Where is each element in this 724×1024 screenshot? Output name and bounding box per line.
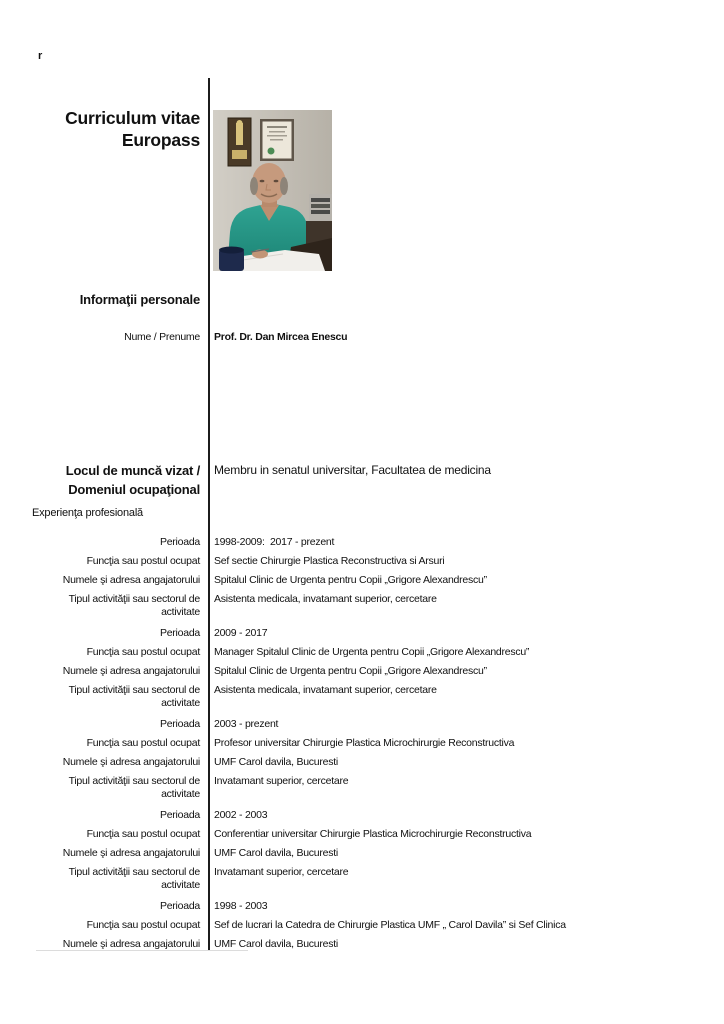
field-row-activity: [0, 772, 724, 804]
field-label: Funcţia sau postul ocupat: [86, 646, 200, 658]
field-label: Numele şi adresa angajatorului: [62, 665, 200, 677]
field-label: Funcţia sau postul ocupat: [86, 919, 200, 931]
field-row-period: [0, 806, 724, 825]
name-row: [0, 331, 724, 344]
field-label: Numele şi adresa angajatorului: [62, 574, 200, 586]
field-row-employer: [0, 571, 724, 590]
field-value: Invatamant superior, cercetare: [214, 866, 349, 878]
field-value: Profesor universitar Chirurgie Plastica Microchirurgie Reconstructiva: [214, 737, 515, 749]
field-value: Asistenta medicala, invatamant superior, cercetare: [214, 684, 437, 696]
portrait-photo: [213, 110, 332, 271]
field-row-employer: [0, 662, 724, 681]
field-value: 2003 - prezent: [214, 718, 279, 730]
field-row-employer: [0, 753, 724, 772]
field-label: Funcţia sau postul ocupat: [86, 737, 200, 749]
field-row-position: [0, 734, 724, 753]
field-value: Spitalul Clinic de Urgenta pentru Copii „Grigore Alexandrescu”: [214, 665, 487, 677]
experience-entry: [0, 533, 724, 622]
field-value: Manager Spitalul Clinic de Urgenta pentru Copii „Grigore Alexandrescu”: [214, 646, 530, 658]
field-label: Tipul activităţii sau sectorul de activitate: [68, 684, 200, 709]
field-label: Perioada: [159, 627, 200, 639]
scan-artifact-line: [36, 950, 248, 951]
field-row-period: [0, 624, 724, 643]
field-value: Membru in senatul universitar, Facultatea de medicina: [214, 463, 491, 477]
field-label: Perioada: [159, 809, 200, 821]
field-row-period: [0, 533, 724, 552]
field-row-position: [0, 916, 724, 935]
field-label: Numele şi adresa angajatorului: [62, 756, 200, 768]
field-label: Perioada: [159, 536, 200, 548]
field-row-period: [0, 715, 724, 734]
field-value: UMF Carol davila, Bucuresti: [214, 938, 338, 950]
field-row-position: [0, 552, 724, 571]
field-row-activity: [0, 681, 724, 713]
experience-entry: [0, 897, 724, 954]
field-value: Sef de lucrari la Catedra de Chirurgie Plastica UMF „ Carol Davila” si Sef Clinica: [214, 919, 566, 931]
experience-entry: [0, 624, 724, 713]
field-label: Tipul activităţii sau sectorul de activitate: [68, 775, 200, 800]
field-label: Nume / Prenume: [124, 331, 200, 343]
field-row-employer: [0, 844, 724, 863]
field-value: Conferentiar universitar Chirurgie Plastica Microchirurgie Reconstructiva: [214, 828, 532, 840]
field-row-position: [0, 825, 724, 844]
job-target-row: [0, 461, 724, 499]
document-title-line1: Curriculum vitae: [65, 108, 200, 128]
field-row-activity: [0, 863, 724, 895]
section-heading-experience: Experienţa profesională: [32, 507, 143, 519]
field-value: 1998-2009: 2017 - prezent: [214, 536, 335, 548]
portrait-photo-illustration: [213, 110, 332, 271]
field-label: Funcţia sau postul ocupat: [86, 828, 200, 840]
field-value: UMF Carol davila, Bucuresti: [214, 756, 338, 768]
field-label: Perioada: [159, 900, 200, 912]
field-value: Invatamant superior, cercetare: [214, 775, 349, 787]
field-label: Numele şi adresa angajatorului: [62, 847, 200, 859]
field-label: Tipul activităţii sau sectorul de activitate: [68, 866, 200, 891]
field-value: Asistenta medicala, invatamant superior, cercetare: [214, 593, 437, 605]
field-label: Tipul activităţii sau sectorul de activitate: [68, 593, 200, 618]
field-value: 2002 - 2003: [214, 809, 268, 821]
field-value: Prof. Dr. Dan Mircea Enescu: [214, 331, 348, 343]
section-heading-personal-info: Informaţii personale: [79, 292, 200, 307]
field-value: Spitalul Clinic de Urgenta pentru Copii „Grigore Alexandrescu”: [214, 574, 487, 586]
field-row-position: [0, 643, 724, 662]
field-label: Funcţia sau postul ocupat: [86, 555, 200, 567]
experience-entries: [0, 533, 724, 954]
section-heading-job-target: Locul de muncă vizat / Domeniul ocupaţional: [65, 463, 200, 497]
field-value: 1998 - 2003: [214, 900, 268, 912]
experience-entry: [0, 806, 724, 895]
document-title: [0, 107, 200, 151]
field-row-employer: [0, 935, 724, 954]
document-title-line2: Europass: [121, 130, 200, 150]
field-value: UMF Carol davila, Bucuresti: [214, 847, 338, 859]
experience-entry: [0, 715, 724, 804]
field-row-activity: [0, 590, 724, 622]
stray-scan-mark: r: [38, 50, 43, 62]
field-value: Sef sectie Chirurgie Plastica Reconstructiva si Arsuri: [214, 555, 445, 567]
field-value: 2009 - 2017: [214, 627, 268, 639]
field-label: Perioada: [159, 718, 200, 730]
field-row-period: [0, 897, 724, 916]
field-label: Numele şi adresa angajatorului: [62, 938, 200, 950]
